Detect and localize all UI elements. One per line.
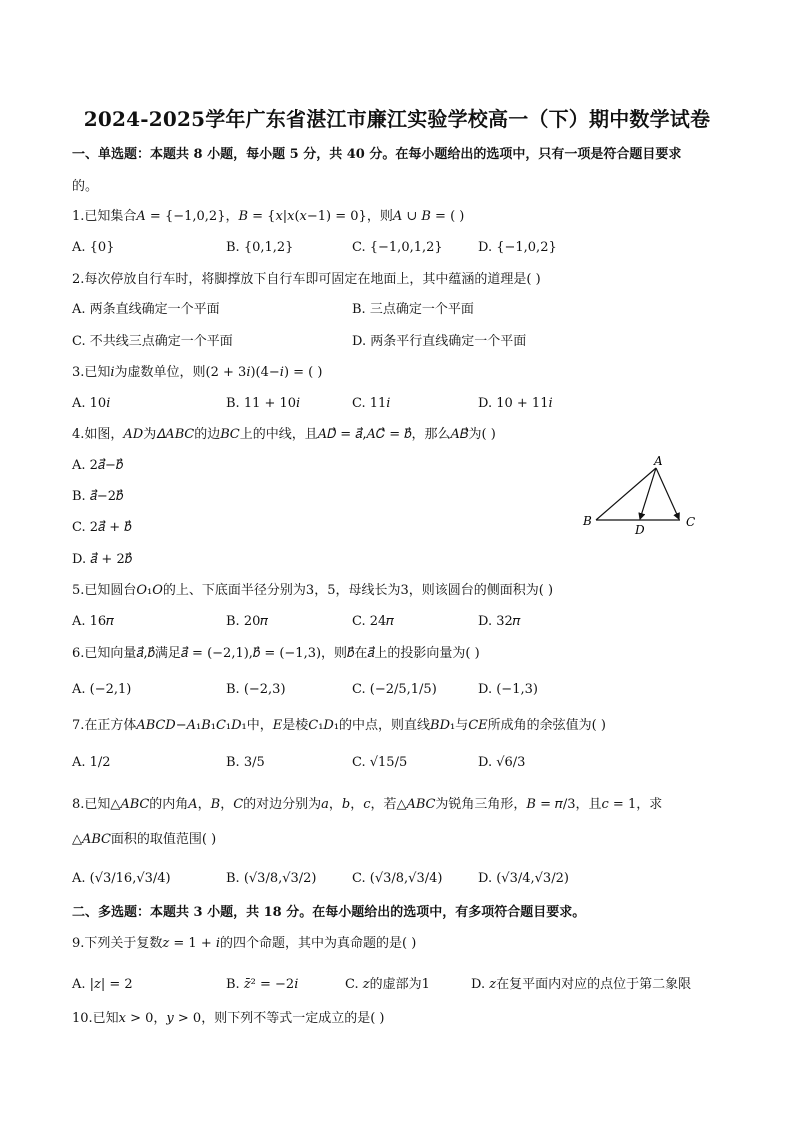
q6-option-b: B. (−2,3) — [226, 682, 286, 697]
q3-option-d: D. 10 + 11𝑖 — [478, 396, 553, 411]
q7-option-a: A. 1/2 — [72, 755, 111, 770]
q5-option-d: D. 32𝜋 — [478, 614, 521, 629]
question-1-stem: 1.已知集合𝐴 = {−1,0,2}，𝐵 = {𝑥|𝑥(𝑥−1) = 0}，则𝐴 ∪ 𝐵 = ( ) — [72, 209, 465, 224]
question-7-stem: 7.在正方体𝐴𝐵𝐶𝐷−𝐴₁𝐵₁𝐶₁𝐷₁中，𝐸是棱𝐶₁𝐷₁的中点，则直线𝐵𝐷₁与𝐶𝐸所成角的余弦值为( ) — [72, 718, 606, 733]
question-3-stem: 3.已知𝑖为虚数单位，则(2 + 3𝑖)(4−𝑖) = ( ) — [72, 365, 323, 380]
question-6-stem: 6.已知向量𝑎⃗,𝑏⃗满足𝑎⃗ = (−2,1),𝑏⃗ = (−1,3)，则𝑏⃗在𝑎⃗上的投影向量为( ) — [72, 646, 480, 661]
q3-option-c: C. 11𝑖 — [352, 396, 391, 411]
vector-ac — [656, 468, 679, 519]
q7-option-c: C. √15/5 — [352, 755, 408, 770]
q9-option-c: C. 𝑧的虚部为1 — [345, 977, 430, 992]
q5-option-c: C. 24𝜋 — [352, 614, 395, 629]
q9-option-a: A. |𝑧| = 2 — [72, 977, 133, 992]
q2-option-a: A. 两条直线确定一个平面 — [72, 302, 220, 317]
exam-title: 2024-2025学年广东省湛江市廉江实验学校高一（下）期中数学试卷 — [83, 107, 711, 131]
q6-option-a: A. (−2,1) — [72, 682, 132, 697]
section1-header-line2: 的。 — [72, 179, 99, 194]
q1-option-a: A. {0} — [72, 240, 115, 255]
q7-option-b: B. 3/5 — [226, 755, 265, 770]
q1-option-d: D. {−1,0,2} — [478, 240, 557, 255]
section2-header: 二、多选题：本题共 3 小题，共 18 分。在每小题给出的选项中，有多项符合题目要求。 — [72, 905, 586, 920]
q4-option-a: A. 2𝑎⃗−𝑏⃗ — [72, 458, 124, 473]
section1-header — [72, 146, 681, 164]
label-b: B — [583, 514, 592, 528]
label-d: D — [635, 523, 645, 537]
q3-option-a: A. 10𝑖 — [72, 396, 111, 411]
label-a: A — [654, 454, 663, 468]
q7-option-d: D. √6/3 — [478, 755, 526, 770]
side-ab — [596, 468, 656, 520]
question-2-stem: 2.每次停放自行车时，将脚撑放下自行车即可固定在地面上，其中蕴涵的道理是( ) — [72, 272, 541, 287]
q6-option-c: C. (−2/5,1/5) — [352, 682, 437, 697]
q5-option-b: B. 20𝜋 — [226, 614, 269, 629]
triangle-figure — [574, 454, 704, 538]
q2-option-d: D. 两条平行直线确定一个平面 — [352, 334, 527, 349]
q5-option-a: A. 16𝜋 — [72, 614, 114, 629]
q1-option-b: B. {0,1,2} — [226, 240, 294, 255]
q4-option-d: D. 𝑎⃗ + 2𝑏⃗ — [72, 552, 132, 567]
question-5-stem: 5.已知圆台𝑂₁𝑂的上、下底面半径分别为3，5，母线长为3，则该圆台的侧面积为( ) — [72, 583, 554, 598]
label-c: C — [686, 515, 696, 529]
question-9-stem: 9.下列关于复数𝑧 = 1 + 𝑖的四个命题，其中为真命题的是( ) — [72, 936, 417, 951]
q9-option-d: D. 𝑧在复平面内对应的点位于第二象限 — [471, 977, 692, 992]
question-8-stem-line2: △𝐴𝐵𝐶面积的取值范围( ) — [72, 832, 217, 847]
question-10-stem: 10.已知𝑥 > 0，𝑦 > 0，则下列不等式一定成立的是( ) — [72, 1011, 385, 1026]
q2-option-b: B. 三点确定一个平面 — [352, 302, 474, 317]
q4-option-c: C. 2𝑎⃗ + 𝑏⃗ — [72, 520, 132, 535]
q4-option-b: B. 𝑎⃗−2𝑏⃗ — [72, 489, 124, 504]
section1-header-line1: 一、单选题：本题共 8 小题，每小题 5 分，共 40 分。在每小题给出的选项中，只有一项是符合题目要求 — [72, 147, 682, 162]
q8-option-d: D. (√3/4,√3/2) — [478, 871, 569, 886]
q8-option-a: A. (√3/16,√3/4) — [72, 871, 171, 886]
question-4-stem: 4.如图，𝐴𝐷为𝛥𝐴𝐵𝐶的边𝐵𝐶上的中线，且𝐴𝐷⃗ = 𝑎⃗,𝐴𝐶⃗ = 𝑏⃗，那么𝐴𝐵⃗为( ) — [72, 427, 496, 442]
q9-option-b: B. 𝑧̄² = −2𝑖 — [226, 977, 299, 992]
question-8-stem: 8.已知△𝐴𝐵𝐶的内角𝐴，𝐵，𝐶的对边分别为𝑎，𝑏，𝑐，若△𝐴𝐵𝐶为锐角三角形，𝐵 = 𝜋/3，且𝑐 = 1，求 — [72, 797, 663, 812]
q8-option-c: C. (√3/8,√3/4) — [352, 871, 443, 886]
q8-option-b: B. (√3/8,√3/2) — [226, 871, 317, 886]
q2-option-c: C. 不共线三点确定一个平面 — [72, 334, 233, 349]
q1-option-c: C. {−1,0,1,2} — [352, 240, 443, 255]
q3-option-b: B. 11 + 10𝑖 — [226, 396, 301, 411]
q6-option-d: D. (−1,3) — [478, 682, 538, 697]
